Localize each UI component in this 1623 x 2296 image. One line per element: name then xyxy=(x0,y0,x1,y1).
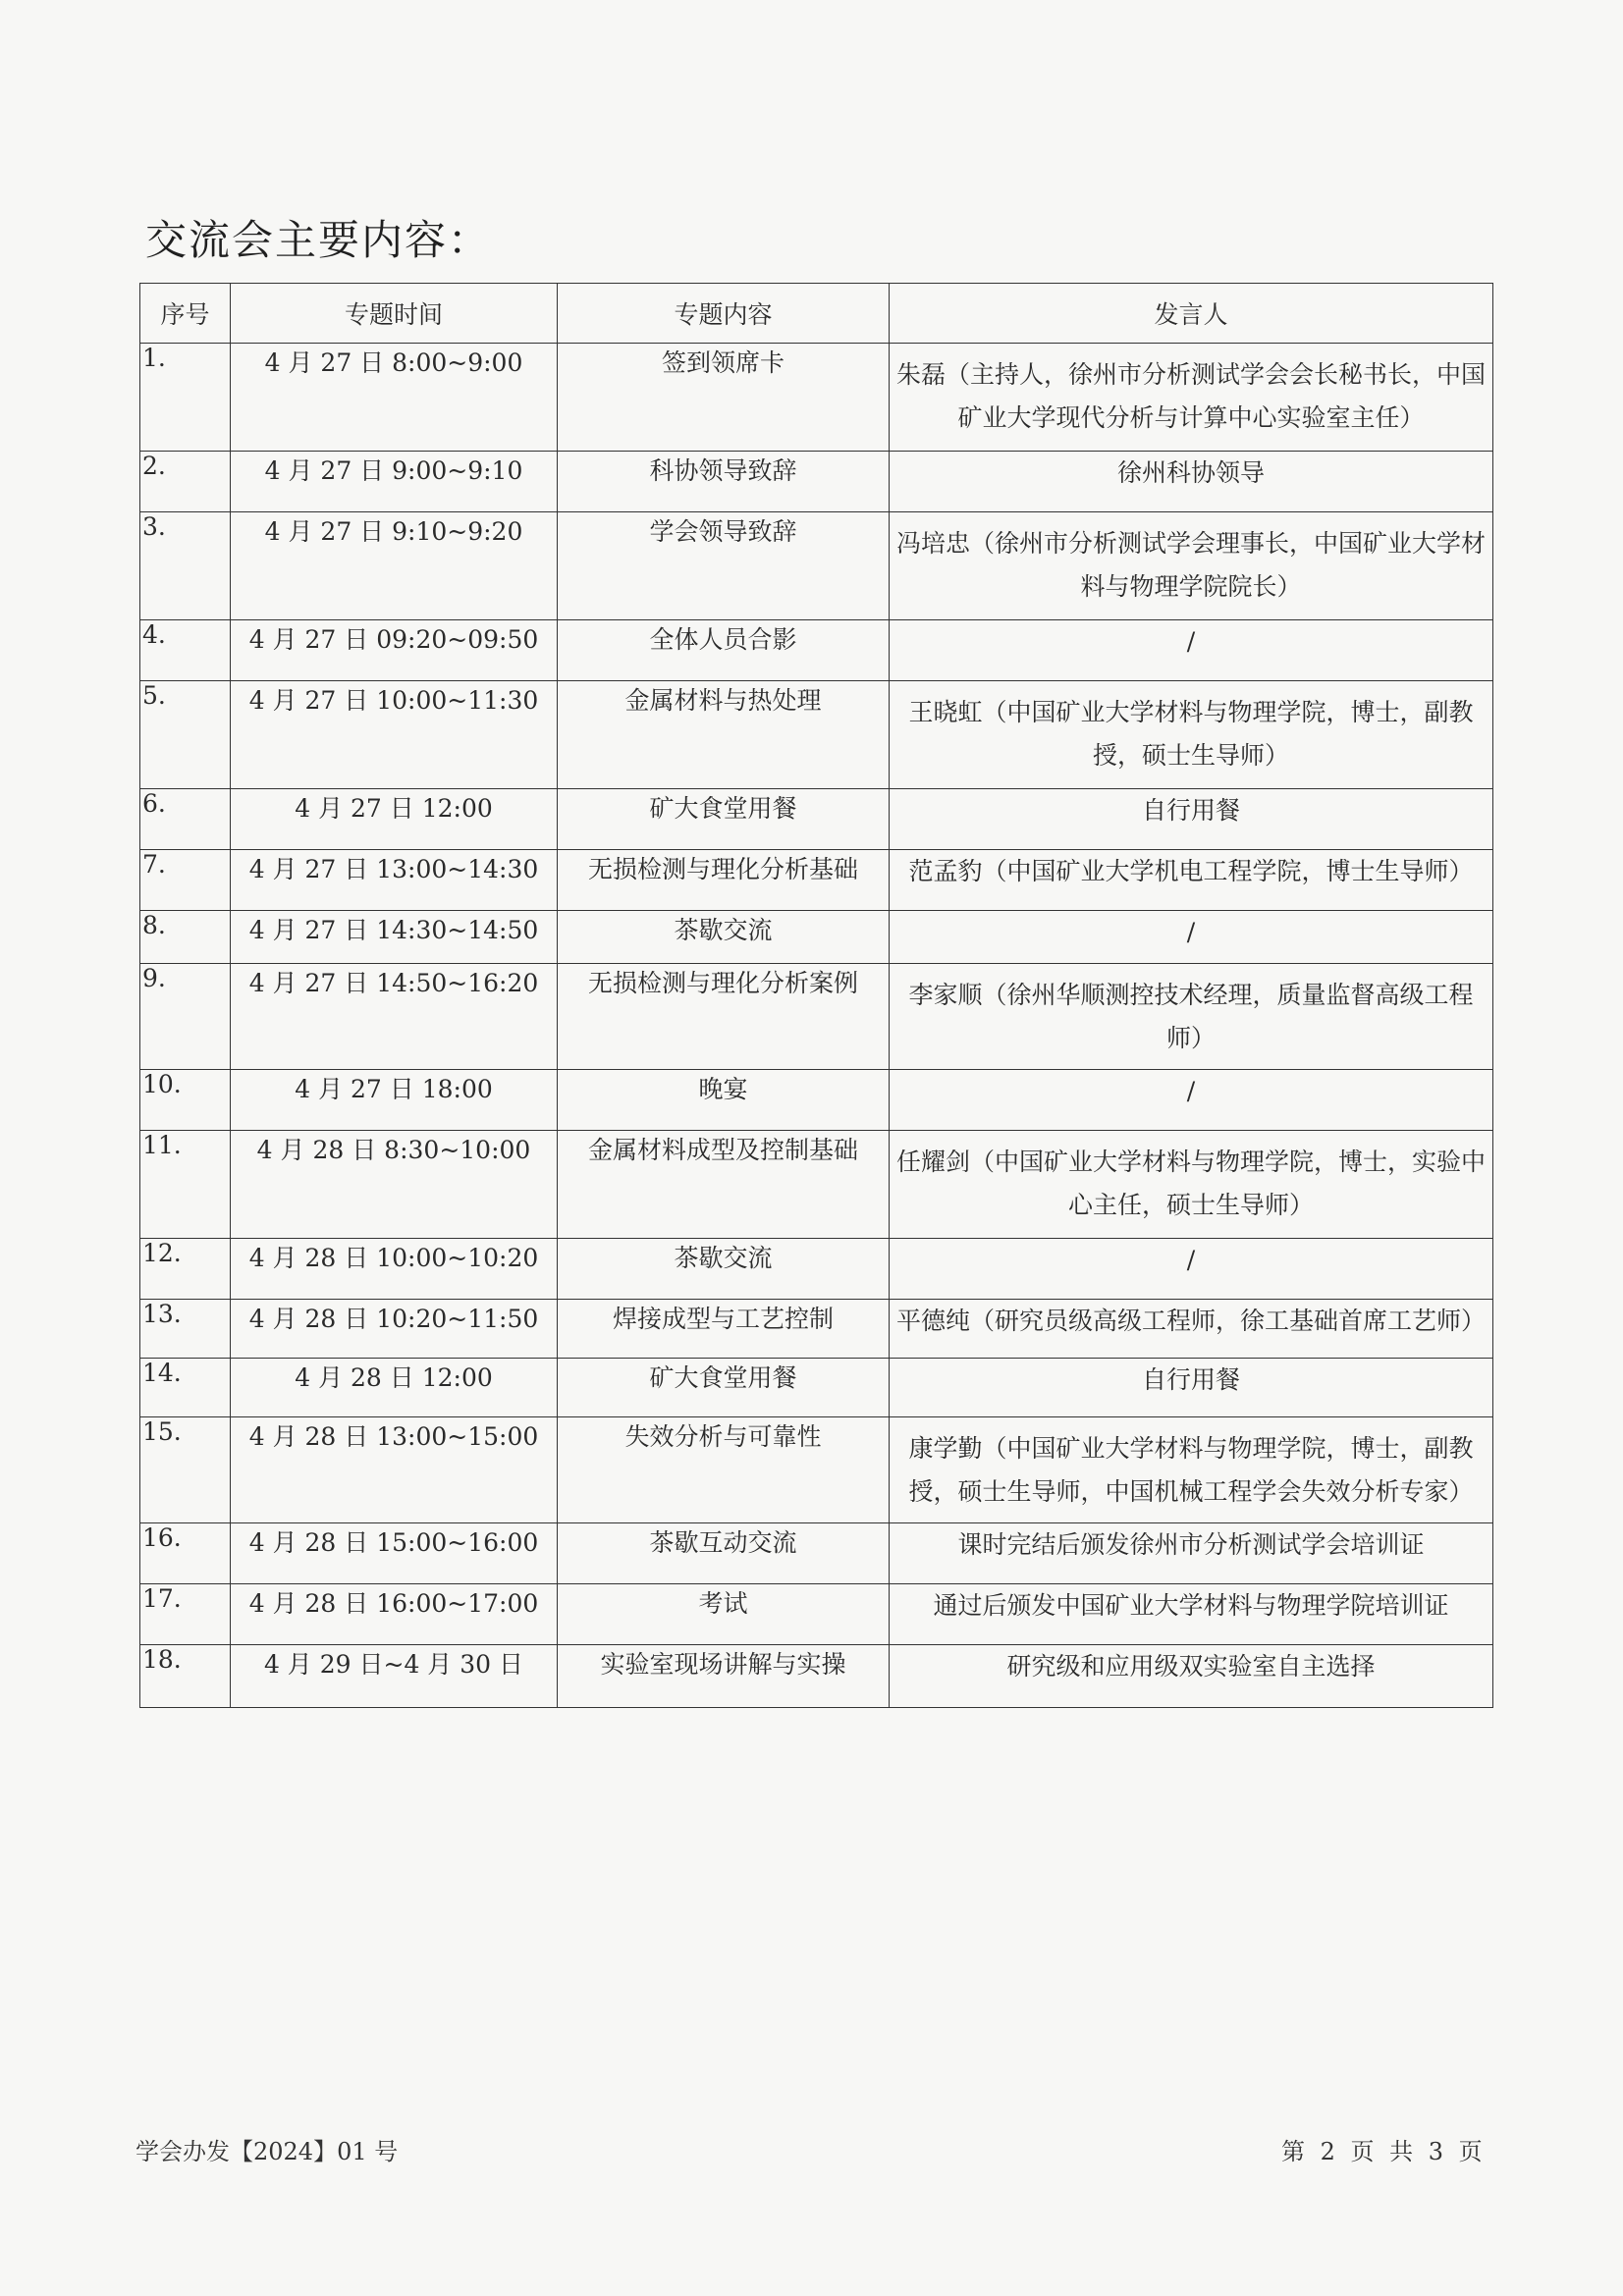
page-info: 第 2 页 共 3 页 xyxy=(1281,2138,1487,2165)
table-row xyxy=(140,1584,1493,1645)
row-number: 16. xyxy=(140,1523,231,1584)
row-time: 4 月 28 日 15:00~16:00 xyxy=(231,1523,558,1584)
table-row xyxy=(140,620,1493,681)
row-time: 4 月 27 日 8:00~9:00 xyxy=(231,344,558,452)
row-time: 4 月 29 日~4 月 30 日 xyxy=(231,1645,558,1708)
header-no: 序号 xyxy=(140,284,231,344)
row-number: 7. xyxy=(140,850,231,911)
row-topic: 矿大食堂用餐 xyxy=(558,1359,890,1417)
row-number: 14. xyxy=(140,1359,231,1417)
doc-number: 学会办发【2024】01 号 xyxy=(135,2138,399,2165)
row-number: 9. xyxy=(140,964,231,1070)
row-number: 13. xyxy=(140,1300,231,1359)
row-speaker: 自行用餐 xyxy=(890,1359,1493,1417)
row-number: 4. xyxy=(140,620,231,681)
row-topic: 签到领席卡 xyxy=(558,344,890,452)
row-speaker: 平德纯（研究员级高级工程师，徐工基础首席工艺师） xyxy=(890,1300,1493,1359)
row-speaker: 通过后颁发中国矿业大学材料与物理学院培训证 xyxy=(890,1584,1493,1645)
row-speaker: 徐州科协领导 xyxy=(890,452,1493,512)
row-time: 4 月 27 日 18:00 xyxy=(231,1070,558,1131)
row-speaker: 课时完结后颁发徐州市分析测试学会培训证 xyxy=(890,1523,1493,1584)
table-row xyxy=(140,1645,1493,1708)
row-number: 2. xyxy=(140,452,231,512)
table-row xyxy=(140,911,1493,964)
row-topic: 晚宴 xyxy=(558,1070,890,1131)
row-speaker: / xyxy=(890,911,1493,964)
row-topic: 考试 xyxy=(558,1584,890,1645)
table-header-row xyxy=(140,284,1493,344)
row-topic: 学会领导致辞 xyxy=(558,512,890,620)
row-topic: 无损检测与理化分析基础 xyxy=(558,850,890,911)
row-topic: 茶歇交流 xyxy=(558,1239,890,1300)
row-topic: 实验室现场讲解与实操 xyxy=(558,1645,890,1708)
table-row xyxy=(140,789,1493,850)
header-time: 专题时间 xyxy=(231,284,558,344)
row-time: 4 月 27 日 14:30~14:50 xyxy=(231,911,558,964)
row-speaker: 李家顺（徐州华顺测控技术经理，质量监督高级工程师） xyxy=(890,964,1493,1070)
row-speaker: / xyxy=(890,1070,1493,1131)
row-time: 4 月 27 日 9:00~9:10 xyxy=(231,452,558,512)
row-number: 1. xyxy=(140,344,231,452)
row-topic: 金属材料与热处理 xyxy=(558,681,890,789)
row-topic: 科协领导致辞 xyxy=(558,452,890,512)
row-topic: 全体人员合影 xyxy=(558,620,890,681)
row-number: 6. xyxy=(140,789,231,850)
row-topic: 金属材料成型及控制基础 xyxy=(558,1131,890,1239)
row-speaker: 康学勤（中国矿业大学材料与物理学院，博士，副教授，硕士生导师，中国机械工程学会失效分析专家） xyxy=(890,1417,1493,1523)
page-title: 交流会主要内容： xyxy=(145,216,492,264)
row-number: 18. xyxy=(140,1645,231,1708)
row-number: 15. xyxy=(140,1417,231,1523)
table-row xyxy=(140,1300,1493,1359)
table-row xyxy=(140,1070,1493,1131)
table-row xyxy=(140,452,1493,512)
row-speaker: 冯培忠（徐州市分析测试学会理事长，中国矿业大学材料与物理学院院长） xyxy=(890,512,1493,620)
row-time: 4 月 28 日 12:00 xyxy=(231,1359,558,1417)
table-row xyxy=(140,850,1493,911)
row-number: 8. xyxy=(140,911,231,964)
row-number: 10. xyxy=(140,1070,231,1131)
row-time: 4 月 27 日 9:10~9:20 xyxy=(231,512,558,620)
table-row xyxy=(140,1239,1493,1300)
header-topic: 专题内容 xyxy=(558,284,890,344)
row-number: 5. xyxy=(140,681,231,789)
table-row xyxy=(140,1131,1493,1239)
table-row xyxy=(140,681,1493,789)
row-topic: 矿大食堂用餐 xyxy=(558,789,890,850)
row-speaker: 王晓虹（中国矿业大学材料与物理学院，博士，副教授，硕士生导师） xyxy=(890,681,1493,789)
row-time: 4 月 28 日 13:00~15:00 xyxy=(231,1417,558,1523)
row-speaker: 范孟豹（中国矿业大学机电工程学院，博士生导师） xyxy=(890,850,1493,911)
schedule-table xyxy=(139,283,1493,1708)
row-time: 4 月 28 日 10:20~11:50 xyxy=(231,1300,558,1359)
row-time: 4 月 28 日 8:30~10:00 xyxy=(231,1131,558,1239)
row-number: 17. xyxy=(140,1584,231,1645)
schedule-body xyxy=(140,344,1493,1708)
row-speaker: / xyxy=(890,620,1493,681)
table-row xyxy=(140,964,1493,1070)
row-speaker: 任耀剑（中国矿业大学材料与物理学院，博士，实验中心主任，硕士生导师） xyxy=(890,1131,1493,1239)
row-time: 4 月 28 日 10:00~10:20 xyxy=(231,1239,558,1300)
row-speaker: / xyxy=(890,1239,1493,1300)
row-speaker: 自行用餐 xyxy=(890,789,1493,850)
row-speaker: 研究级和应用级双实验室自主选择 xyxy=(890,1645,1493,1708)
table-row xyxy=(140,1417,1493,1523)
row-topic: 焊接成型与工艺控制 xyxy=(558,1300,890,1359)
row-speaker: 朱磊（主持人，徐州市分析测试学会会长秘书长，中国矿业大学现代分析与计算中心实验室主任） xyxy=(890,344,1493,452)
row-topic: 失效分析与可靠性 xyxy=(558,1417,890,1523)
row-time: 4 月 28 日 16:00~17:00 xyxy=(231,1584,558,1645)
row-number: 11. xyxy=(140,1131,231,1239)
row-number: 12. xyxy=(140,1239,231,1300)
row-topic: 茶歇互动交流 xyxy=(558,1523,890,1584)
table-row xyxy=(140,344,1493,452)
row-time: 4 月 27 日 14:50~16:20 xyxy=(231,964,558,1070)
table-row xyxy=(140,512,1493,620)
row-time: 4 月 27 日 13:00~14:30 xyxy=(231,850,558,911)
header-speaker: 发言人 xyxy=(890,284,1493,344)
row-time: 4 月 27 日 09:20~09:50 xyxy=(231,620,558,681)
row-topic: 无损检测与理化分析案例 xyxy=(558,964,890,1070)
table-row xyxy=(140,1359,1493,1417)
row-time: 4 月 27 日 12:00 xyxy=(231,789,558,850)
row-topic: 茶歇交流 xyxy=(558,911,890,964)
row-number: 3. xyxy=(140,512,231,620)
table-row xyxy=(140,1523,1493,1584)
row-time: 4 月 27 日 10:00~11:30 xyxy=(231,681,558,789)
